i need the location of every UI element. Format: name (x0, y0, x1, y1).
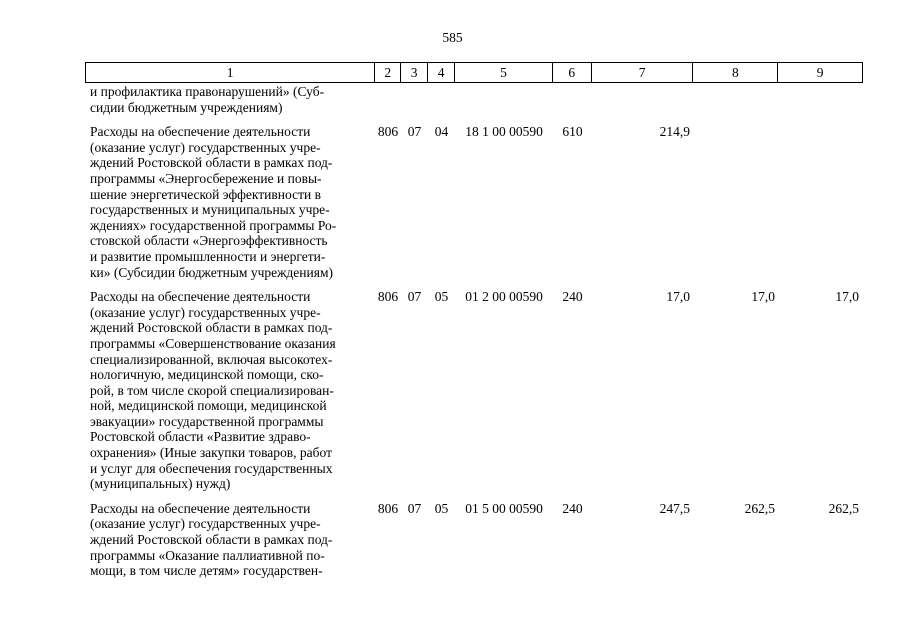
header-col-7: 7 (592, 63, 694, 82)
row-col-9: 17,0 (835, 289, 859, 305)
row-col-3: 07 (407, 124, 422, 140)
row-col-5: 18 1 00 00590 (465, 124, 543, 140)
row-col-3: 07 (407, 289, 422, 305)
row-col-7: 17,0 (666, 289, 690, 305)
row-col-8 (694, 84, 779, 115)
header-col-9: 9 (816, 65, 824, 80)
row-col-9: 262,5 (828, 500, 859, 516)
row-description: Расходы на обеспечение деятельности (оказание услуг) государственных учре- ждений Ростовской области в рамках под- программы «Оказание паллиативной по- мощи, в том числе детям» государствен- (90, 500, 333, 579)
row-col-4: 05 (434, 500, 449, 516)
table-row (85, 124, 863, 280)
table-body (85, 84, 863, 588)
row-col-2 (375, 84, 401, 115)
header-col-2: 2 (375, 63, 401, 82)
table-header (85, 62, 863, 83)
row-col-8 (694, 124, 779, 280)
table-row (85, 289, 863, 492)
header-col-1: 1 (86, 63, 375, 82)
row-col-5: 01 2 00 00590 (465, 289, 543, 305)
row-col-6: 240 (562, 500, 583, 516)
row-col-4 (428, 84, 455, 115)
row-col-5: 01 5 00 00590 (465, 500, 543, 516)
row-col-5 (455, 84, 553, 115)
row-col-3: 07 (407, 500, 422, 516)
header-col-4: 4 (428, 63, 455, 82)
row-col-9 (779, 84, 863, 115)
row-col-6: 240 (562, 289, 583, 305)
header-col-3: 3 (401, 63, 428, 82)
header-col-5: 5 (455, 63, 553, 82)
page-number: 585 (442, 30, 463, 45)
row-description: Расходы на обеспечение деятельности (оказание услуг) государственных учре- ждений Ростовской области в рамках под- программы «Энергосбережение и повы- шение энергетической эффективности в государственных и муниципальных учре- ждениях» государственной программы Ро- стовской области «Энергоэффективность и развитие промышленности и энергети- ки» (Субсидии бюджетным учреждениям) (90, 124, 337, 280)
row-col-9 (779, 124, 863, 280)
row-col-6: 610 (562, 124, 583, 140)
table-row (85, 84, 863, 115)
row-col-6 (553, 84, 592, 115)
row-description: и профилактика правонарушений» (Суб- сидии бюджетным учреждениям) (90, 84, 325, 115)
table-row (85, 501, 863, 579)
header-col-6: 6 (553, 63, 592, 82)
row-col-3 (401, 84, 428, 115)
row-col-2: 806 (377, 289, 399, 305)
header-col-8: 8 (693, 63, 778, 82)
row-col-2: 806 (377, 500, 399, 516)
row-col-7 (592, 84, 694, 115)
row-col-8: 17,0 (751, 289, 775, 305)
row-col-7: 247,5 (659, 500, 690, 516)
row-col-2: 806 (377, 124, 399, 140)
row-col-7: 214,9 (659, 124, 690, 140)
row-col-4: 05 (434, 289, 449, 305)
row-description: Расходы на обеспечение деятельности (оказание услуг) государственных учре- ждений Ростовской области в рамках под- программы «Совершенствование оказания специализированной, включая высокотех- нологичную, медицинской помощи, ско- рой, в том числе скорой специализирован- ной, медицинской помощи, медицинской эвакуации» государственной программы Ростовской области «Развитие здраво- охранения» (Иные закупки товаров, работ и услуг для обеспечения государственных (муниципальных) нужд) (90, 289, 336, 492)
row-col-8: 262,5 (744, 500, 775, 516)
row-col-4: 04 (434, 124, 449, 140)
